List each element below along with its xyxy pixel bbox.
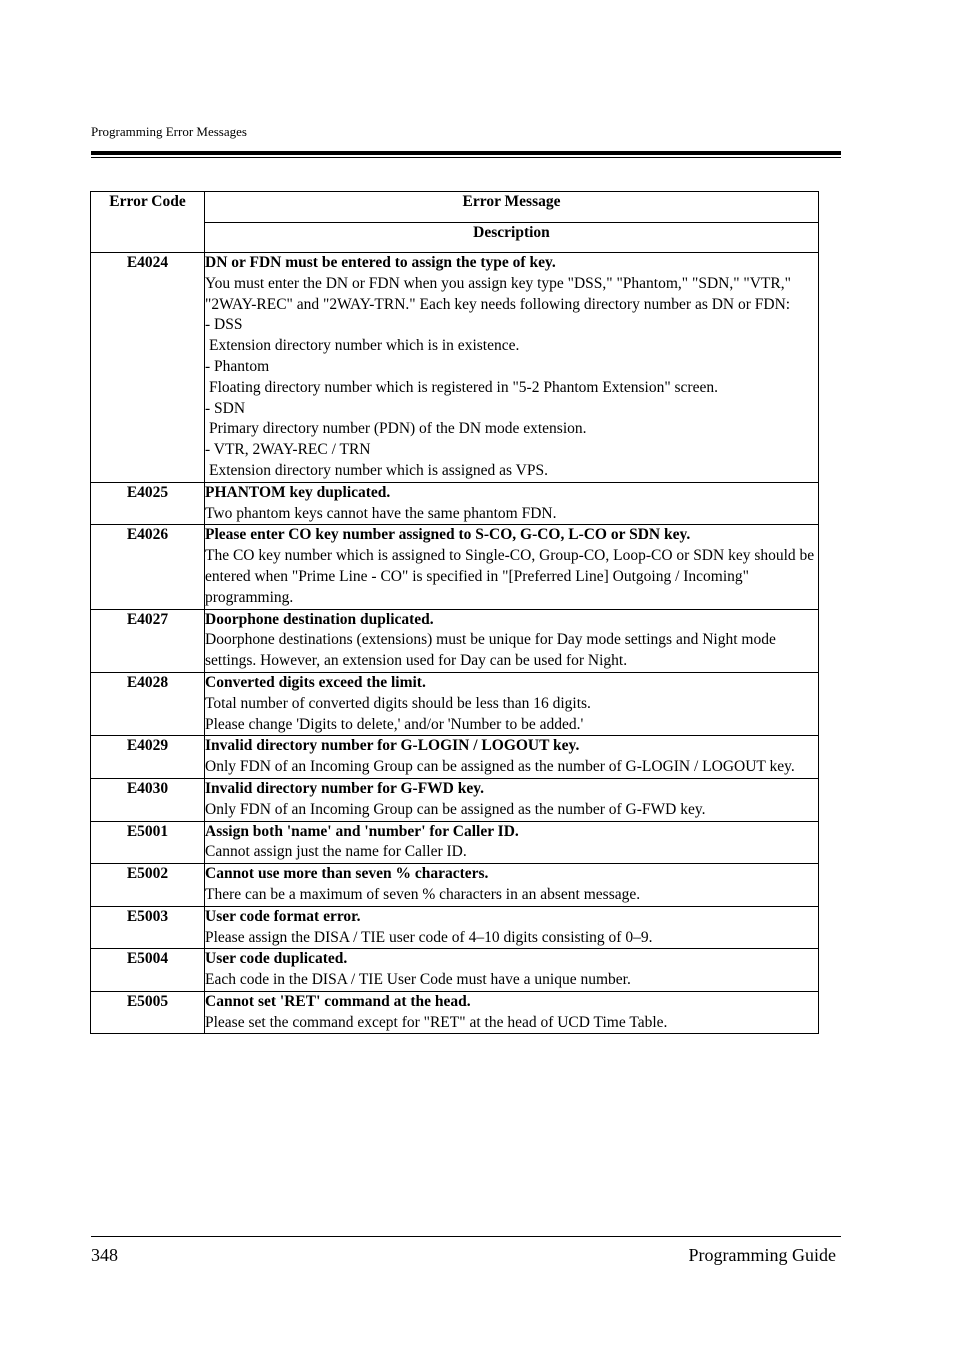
error-message-text: Assign both 'name' and 'number' for Caller ID. <box>205 822 519 840</box>
table-row <box>91 736 819 779</box>
error-message-text: User code format error. <box>205 907 361 925</box>
error-code-cell: E5004 <box>91 949 205 992</box>
error-code-cell: E4024 <box>91 253 205 483</box>
error-detail-cell <box>205 778 819 821</box>
description-header: Description <box>205 222 819 253</box>
error-code-cell: E5005 <box>91 991 205 1034</box>
table-row <box>91 253 819 483</box>
error-description <box>205 694 818 736</box>
table-body <box>91 253 819 1034</box>
error-detail-cell <box>205 525 819 609</box>
error-detail-cell <box>205 482 819 525</box>
description-line: Extension directory number which is in existence. <box>209 337 520 355</box>
error-code-cell: E4029 <box>91 736 205 779</box>
footer-rule <box>91 1236 841 1237</box>
error-detail-cell <box>205 949 819 992</box>
error-message-text: Cannot use more than seven % characters. <box>205 865 489 883</box>
table-row <box>91 906 819 949</box>
description-line: Cannot assign just the name for Caller ID. <box>205 843 467 861</box>
error-description <box>205 842 818 863</box>
description-line: Only FDN of an Incoming Group can be assigned as the number of G-FWD key. <box>205 800 706 818</box>
description-line: Primary directory number (PDN) of the DN mode extension. <box>209 420 587 438</box>
description-line: Please assign the DISA / TIE user code of 4–10 digits consisting of 0–9. <box>205 928 653 946</box>
table-row <box>91 949 819 992</box>
error-detail-cell <box>205 906 819 949</box>
table-row <box>91 482 819 525</box>
description-line: - VTR, 2WAY-REC / TRN <box>205 441 371 459</box>
error-code-cell: E5001 <box>91 821 205 864</box>
description-line: The CO key number which is assigned to Single-CO, Group-CO, Loop-CO or SDN key should be entered when "Prime Line - CO" is specified in "[Preferred Line] Outgoing / Incoming" programming. <box>205 547 815 606</box>
error-message-header: Error Message <box>205 192 819 223</box>
error-message-text: DN or FDN must be entered to assign the type of key. <box>205 254 556 271</box>
description-line: Please change 'Digits to delete,' and/or 'Number to be added.' <box>205 715 584 733</box>
error-description <box>205 970 818 991</box>
error-description <box>205 546 818 608</box>
description-line: Two phantom keys cannot have the same phantom FDN. <box>205 504 557 522</box>
page-number: 348 <box>91 1245 118 1265</box>
error-code-header: Error Code <box>91 192 205 253</box>
error-detail-cell <box>205 821 819 864</box>
description-line: - DSS <box>205 316 243 334</box>
description-line: Extension directory number which is assigned as VPS. <box>209 461 548 479</box>
error-code-cell: E4028 <box>91 672 205 735</box>
error-description <box>205 757 818 778</box>
error-detail-cell <box>205 736 819 779</box>
table-row <box>91 525 819 609</box>
error-detail-cell <box>205 253 819 483</box>
table-row <box>91 821 819 864</box>
error-code-cell: E4025 <box>91 482 205 525</box>
error-code-cell: E4026 <box>91 525 205 609</box>
error-message-text: Converted digits exceed the limit. <box>205 673 426 691</box>
description-line: Total number of converted digits should be less than 16 digits. <box>205 694 591 712</box>
error-code-cell: E5002 <box>91 864 205 907</box>
error-message-table <box>90 191 819 1034</box>
error-code-cell: E4027 <box>91 609 205 672</box>
description-line: - Phantom <box>205 357 270 375</box>
error-message-text: Please enter CO key number assigned to S-CO, G-CO, L-CO or SDN key. <box>205 526 691 544</box>
description-line: You must enter the DN or FDN when you assign key type "DSS," "Phantom," "SDN," "VTR," "2WAY-REC" and "2WAY-TRN." Each key needs following directory number as DN or FDN: <box>205 274 791 313</box>
error-message-text: User code duplicated. <box>205 950 348 968</box>
footer-guide-title: Programming Guide <box>688 1245 836 1265</box>
error-description <box>205 800 818 821</box>
error-code-cell: E4030 <box>91 778 205 821</box>
error-code-cell: E5003 <box>91 906 205 949</box>
description-line: Please set the command except for "RET" at the head of UCD Time Table. <box>205 1013 668 1031</box>
description-line: Doorphone destinations (extensions) must be unique for Day mode settings and Night mode settings. However, an extension used for Day can be used for Night. <box>205 631 776 670</box>
error-message-text: Doorphone destination duplicated. <box>205 610 434 628</box>
error-detail-cell <box>205 672 819 735</box>
description-line: There can be a maximum of seven % characters in an absent message. <box>205 885 641 903</box>
description-line: Only FDN of an Incoming Group can be assigned as the number of G-LOGIN / LOGOUT key. <box>205 758 795 776</box>
header-rule-thin <box>91 157 841 158</box>
table-header-row <box>91 192 819 223</box>
table-row <box>91 672 819 735</box>
error-message-text: Cannot set 'RET' command at the head. <box>205 992 471 1010</box>
error-message-text: Invalid directory number for G-LOGIN / LOGOUT key. <box>205 737 580 755</box>
table-row <box>91 609 819 672</box>
error-detail-cell <box>205 991 819 1034</box>
table-row <box>91 778 819 821</box>
error-description <box>205 928 818 949</box>
error-description <box>205 274 818 482</box>
description-line: Floating directory number which is registered in "5-2 Phantom Extension" screen. <box>209 378 718 396</box>
error-message-text: PHANTOM key duplicated. <box>205 483 391 501</box>
error-description <box>205 885 818 906</box>
header-rule-thick <box>91 151 841 155</box>
error-description <box>205 1013 818 1034</box>
description-line: Each code in the DISA / TIE User Code must have a unique number. <box>205 971 631 989</box>
error-description <box>205 504 818 525</box>
error-description <box>205 630 818 672</box>
table-row <box>91 864 819 907</box>
description-line: - SDN <box>205 399 246 417</box>
table-row <box>91 991 819 1034</box>
error-message-text: Invalid directory number for G-FWD key. <box>205 779 484 797</box>
running-header: Programming Error Messages <box>91 124 247 139</box>
error-detail-cell <box>205 609 819 672</box>
error-detail-cell <box>205 864 819 907</box>
